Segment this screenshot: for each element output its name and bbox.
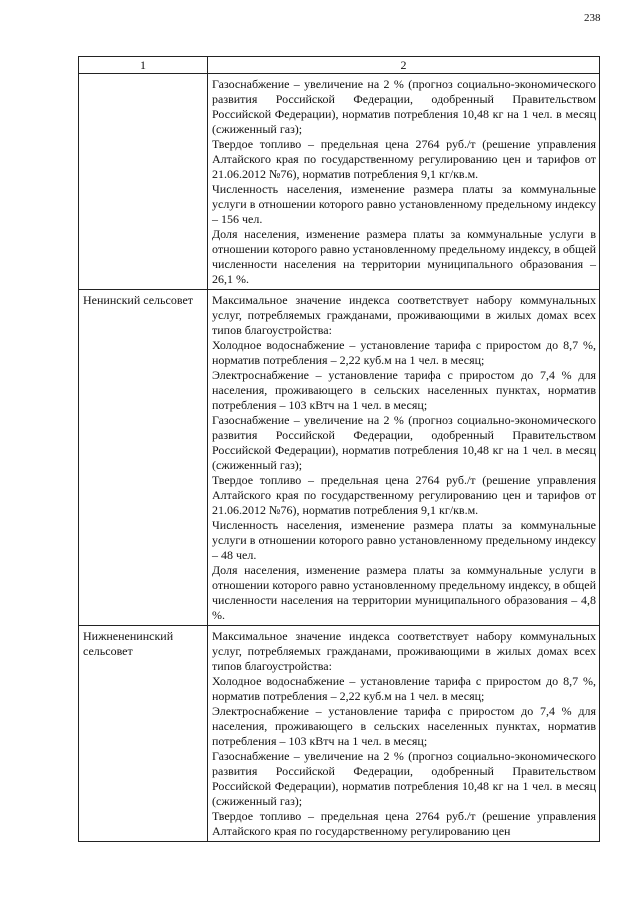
table-row	[79, 626, 600, 842]
paragraph: Численность населения, изменение размера платы за коммунальные услуги в отношении которого равно установленному предельному индексу – 156 чел.	[212, 182, 596, 226]
paragraph: Твердое топливо – предельная цена 2764 руб./т (решение управления Алтайского края по государственному регулированию цен и тарифов от 21.06.2012 №76), норматив потребления 9,1 кг/кв.м.	[212, 137, 596, 181]
paragraph: Доля населения, изменение размера платы за коммунальные услуги в отношении которого равно установленному предельному индексу, в общей численности населения на территории муниципального образования – 4,8 %.	[212, 563, 596, 622]
column-header-2: 2	[208, 57, 600, 74]
paragraph: Твердое топливо – предельная цена 2764 руб./т (решение управления Алтайского края по государственному регулированию цен	[212, 809, 596, 838]
table-row	[79, 290, 600, 626]
page-number: 238	[584, 12, 601, 24]
paragraph: Холодное водоснабжение – установление тарифа с приростом до 8,7 %, норматив потребления – 2,22 куб.м на 1 чел. в месяц;	[212, 338, 596, 367]
paragraph: Твердое топливо – предельная цена 2764 руб./т (решение управления Алтайского края по государственному регулированию цен и тарифов от 21.06.2012 №76), норматив потребления 9,1 кг/кв.м.	[212, 473, 596, 517]
municipality-name: Ненинский сельсовет	[79, 290, 208, 626]
row-description	[208, 626, 600, 842]
paragraph: Холодное водоснабжение – установление тарифа с приростом до 8,7 %, норматив потребления – 2,22 куб.м на 1 чел. в месяц;	[212, 674, 596, 703]
paragraph: Численность населения, изменение размера платы за коммунальные услуги в отношении которого равно установленному предельному индексу – 48 чел.	[212, 518, 596, 562]
row-description	[208, 290, 600, 626]
municipality-name: Нижнененинский сельсовет	[79, 626, 208, 842]
table-row	[79, 74, 600, 290]
paragraph: Доля населения, изменение размера платы за коммунальные услуги в отношении которого равно установленному предельному индексу, в общей численности населения на территории муниципального образования – 26,1 %.	[212, 227, 596, 286]
paragraph: Электроснабжение – установление тарифа с приростом до 7,4 % для населения, проживающего в сельских населенных пунктах, норматив потребления – 103 кВтч на 1 чел. в месяц;	[212, 368, 596, 412]
paragraph: Газоснабжение – увеличение на 2 % (прогноз социально-экономического развития Российской Федерации, одобренный Правительством Российской Федерации), норматив потребления 10,48 кг на 1 чел. в месяц (сжиженный газ);	[212, 749, 596, 808]
paragraph: Максимальное значение индекса соответствует набору коммунальных услуг, потребляемых гражданами, проживающими в жилых домах всех типов благоустройства:	[212, 293, 596, 337]
paragraph: Электроснабжение – установление тарифа с приростом до 7,4 % для населения, проживающего в сельских населенных пунктах, норматив потребления – 103 кВтч на 1 чел. в месяц;	[212, 704, 596, 748]
table-header-row	[79, 57, 600, 74]
column-header-1: 1	[79, 57, 208, 74]
paragraph: Максимальное значение индекса соответствует набору коммунальных услуг, потребляемых гражданами, проживающими в жилых домах всех типов благоустройства:	[212, 629, 596, 673]
document-table	[78, 56, 600, 842]
municipality-name	[79, 74, 208, 290]
paragraph: Газоснабжение – увеличение на 2 % (прогноз социально-экономического развития Российской Федерации, одобренный Правительством Российской Федерации), норматив потребления 10,48 кг на 1 чел. в месяц (сжиженный газ);	[212, 77, 596, 136]
row-description	[208, 74, 600, 290]
paragraph: Газоснабжение – увеличение на 2 % (прогноз социально-экономического развития Российской Федерации, одобренный Правительством Российской Федерации), норматив потребления 10,48 кг на 1 чел. в месяц (сжиженный газ);	[212, 413, 596, 472]
